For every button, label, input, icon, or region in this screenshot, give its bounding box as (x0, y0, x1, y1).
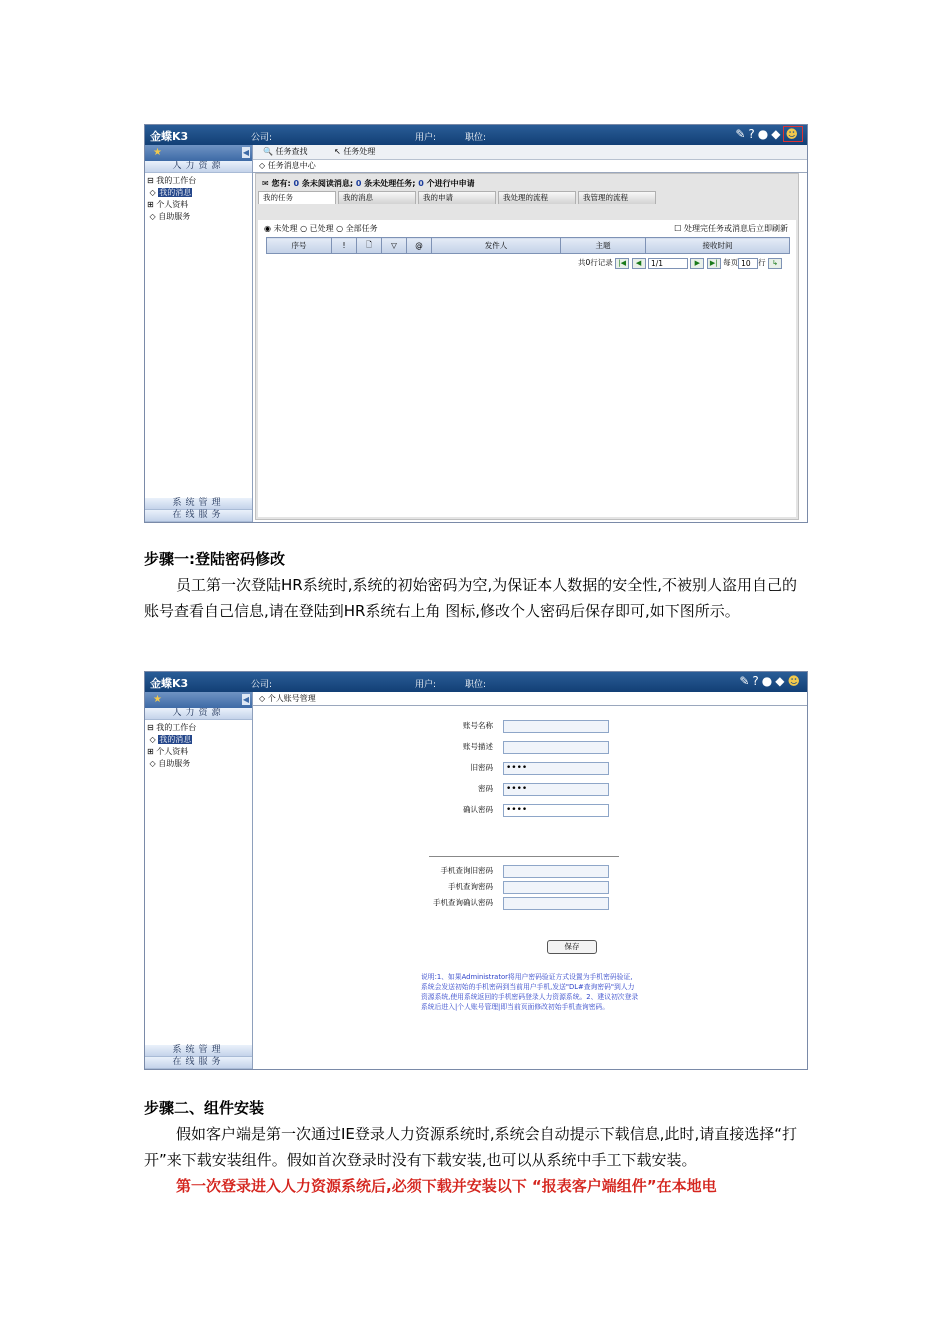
star-icon: ★ (153, 694, 162, 705)
sidebar-item-online[interactable]: 在线服务 (145, 510, 252, 522)
main-content (253, 692, 807, 1069)
position-label: 职位: (465, 680, 487, 690)
breadcrumb: ◇ 个人账号管理 (253, 692, 807, 706)
phone-old-label: 手机查询旧密码 (440, 866, 493, 875)
tab-managed-flows[interactable]: 我管理的流程 (578, 191, 656, 204)
tab-my-tasks[interactable]: 我的任务 (258, 191, 336, 204)
radio-all[interactable]: ○ 全部任务 (336, 224, 378, 233)
company-label: 公司: (251, 133, 273, 143)
tab-bar (256, 191, 798, 203)
sidebar-item-messages[interactable]: ◇ 我的消息 (147, 735, 192, 744)
screenshot-task-center (144, 124, 808, 523)
col-attach-icon[interactable]: @ (407, 238, 432, 254)
filter-radios (258, 220, 796, 235)
tab-my-requests[interactable]: 我的申请 (418, 191, 496, 204)
col-sender[interactable]: 发件人 (432, 238, 561, 254)
company-label: 公司: (251, 680, 273, 690)
sidebar-item-profile[interactable]: ⊞ 个人资料 (147, 200, 189, 209)
dot-icon[interactable]: ● (757, 127, 772, 141)
password-input[interactable]: •••• (503, 783, 609, 796)
sidebar-item-online[interactable]: 在线服务 (145, 1057, 252, 1069)
old-password-input[interactable]: •••• (503, 762, 609, 775)
help-icon[interactable]: ? (752, 674, 762, 688)
account-name-input[interactable] (503, 720, 609, 733)
old-password-label: 旧密码 (470, 763, 493, 772)
record-count: 共0行记录 (577, 258, 613, 267)
col-subject[interactable]: 主题 (561, 238, 646, 254)
refresh-checkbox[interactable]: ☐ 处理完任务或消息后立即刷新 (674, 224, 788, 233)
notice-icon: ✉ (262, 179, 269, 188)
per-page-input[interactable]: 10 (738, 258, 758, 269)
sidebar-tree (145, 720, 252, 772)
phone-confirm-input[interactable] (503, 897, 609, 910)
collapse-icon[interactable]: ◀ (242, 695, 250, 704)
tab-my-messages[interactable]: 我的消息 (338, 191, 416, 204)
col-filter-icon[interactable]: ▽ (382, 238, 407, 254)
go-icon[interactable]: ↳ (768, 258, 782, 269)
save-button[interactable]: 保存 (547, 940, 597, 954)
account-desc-input[interactable] (503, 741, 609, 754)
task-panel (255, 173, 799, 520)
tab-processed-flows[interactable]: 我处理的流程 (498, 191, 576, 204)
tab-content (258, 220, 796, 517)
dot-icon[interactable]: ● (761, 674, 776, 688)
sidebar-section-hr[interactable]: 人力资源 (145, 708, 252, 720)
main-content (253, 145, 807, 522)
pager: 共0行记录 |◀ ◀ 1/1 ▶ ▶| 每页 10 行 ↳ (258, 256, 796, 270)
confirm-password-label: 确认密码 (463, 805, 493, 814)
step1-section (144, 546, 806, 624)
screenshot-account-management (144, 671, 808, 1070)
account-name-label: 账号名称 (463, 721, 493, 730)
step2-body: 假如客户端是第一次通过IE登录人力资源系统时,系统会自动提示下载信息,此时,请直接选择“打开”来下载安装组件。假如首次登录时没有下载安装,也可以从系统中手工下载安装。 (144, 1125, 797, 1169)
sidebar-item-messages[interactable]: ◇ 我的消息 (147, 188, 192, 197)
user-label: 用户: (415, 680, 437, 690)
sidebar-tree (145, 173, 252, 225)
user-label: 用户: (415, 133, 437, 143)
brand-logo: 金蝶K3 (150, 130, 189, 143)
phone-password-label: 手机查询密码 (448, 882, 493, 891)
tree-root[interactable]: ⊟ 我的工作台 (147, 176, 197, 185)
sidebar-item-system[interactable]: 系统管理 (145, 498, 252, 510)
toolbar (253, 145, 807, 160)
notice-bar: ✉ 您有: 0 条未阅读消息; 0 条未处理任务; 0 个进行中申请 (262, 179, 475, 188)
step2-warning: 第一次登录进入人力资源系统后,必须下载并安装以下 “报表客户端组件”在本地电 (176, 1177, 717, 1195)
sidebar-item-system[interactable]: 系统管理 (145, 1045, 252, 1057)
col-received[interactable]: 接收时间 (646, 238, 790, 254)
radio-processed[interactable]: ○ 已处理 (300, 224, 334, 233)
wrench-icon[interactable]: ✎ (735, 127, 749, 141)
task-find-button[interactable]: 🔍 任务查找 (263, 147, 308, 156)
first-page-icon[interactable]: |◀ (615, 258, 629, 269)
header-icons (735, 127, 803, 141)
col-seq[interactable]: 序号 (267, 238, 332, 254)
next-page-icon[interactable]: ▶ (690, 258, 704, 269)
users-icon[interactable]: ☻ (785, 127, 801, 141)
refresh-icon[interactable]: ◆ (775, 674, 788, 688)
users-icon[interactable]: ☻ (787, 674, 803, 688)
step2-title: 步骤二、组件安装 (144, 1099, 265, 1117)
wrench-icon[interactable]: ✎ (739, 674, 753, 688)
step2-section (144, 1095, 806, 1199)
position-label: 职位: (465, 133, 487, 143)
sidebar (145, 692, 253, 1069)
brand-logo: 金蝶K3 (150, 677, 189, 690)
account-desc-label: 账号描述 (463, 742, 493, 751)
task-table (266, 237, 790, 254)
star-icon: ★ (153, 147, 162, 158)
page-input[interactable]: 1/1 (648, 258, 688, 269)
prev-page-icon[interactable]: ◀ (632, 258, 646, 269)
sidebar-section-hr[interactable]: 人力资源 (145, 161, 252, 173)
phone-password-input[interactable] (503, 881, 609, 894)
col-doc-icon[interactable]: 🗋 (357, 238, 382, 254)
sidebar-header (145, 692, 252, 708)
sidebar-item-selfservice[interactable]: ◇ 自助服务 (147, 212, 191, 221)
sidebar-header (145, 145, 252, 161)
help-note: 说明:1、如果Administrator将用户密码验证方式设置为手机密码验证,系统会发送初始的手机密码到当前用户手机,发送"DL#查询密码"到人力资源系统,使用系统返回的手机密码登录人力资源系统。2、建议初次登录系统后进入|个人账号管理|即当前页面修改初始手机查询密码。 (421, 973, 639, 1011)
app-header (145, 672, 807, 692)
confirm-password-input[interactable]: •••• (503, 804, 609, 817)
tree-root[interactable]: ⊟ 我的工作台 (147, 723, 197, 732)
task-process-button[interactable]: ↖ 任务处理 (334, 147, 376, 156)
account-form (253, 706, 807, 1069)
radio-unprocessed[interactable]: ◉ 未处理 (264, 224, 298, 233)
col-priority[interactable]: ! (332, 238, 357, 254)
app-header (145, 125, 807, 145)
sidebar (145, 145, 253, 522)
password-label: 密码 (478, 784, 493, 793)
divider (429, 856, 619, 857)
phone-old-input[interactable] (503, 865, 609, 878)
sidebar-item-profile[interactable]: ⊞ 个人资料 (147, 747, 189, 756)
help-icon[interactable]: ? (748, 127, 758, 141)
step1-body: 员工第一次登陆HR系统时,系统的初始密码为空,为保证本人数据的安全性,不被别人盗用自己的账号查看自己信息,请在登陆到HR系统右上角 图标,修改个人密码后保存即可,如下图所示。 (144, 576, 798, 620)
collapse-icon[interactable]: ◀ (242, 148, 250, 157)
last-page-icon[interactable]: ▶| (707, 258, 721, 269)
step1-title: 步骤一:登陆密码修改 (144, 550, 285, 568)
refresh-icon[interactable]: ◆ (771, 127, 784, 141)
header-icons (739, 674, 803, 688)
sidebar-item-selfservice[interactable]: ◇ 自助服务 (147, 759, 191, 768)
phone-confirm-label: 手机查询确认密码 (433, 898, 493, 907)
breadcrumb: ◇ 任务消息中心 (253, 160, 807, 173)
